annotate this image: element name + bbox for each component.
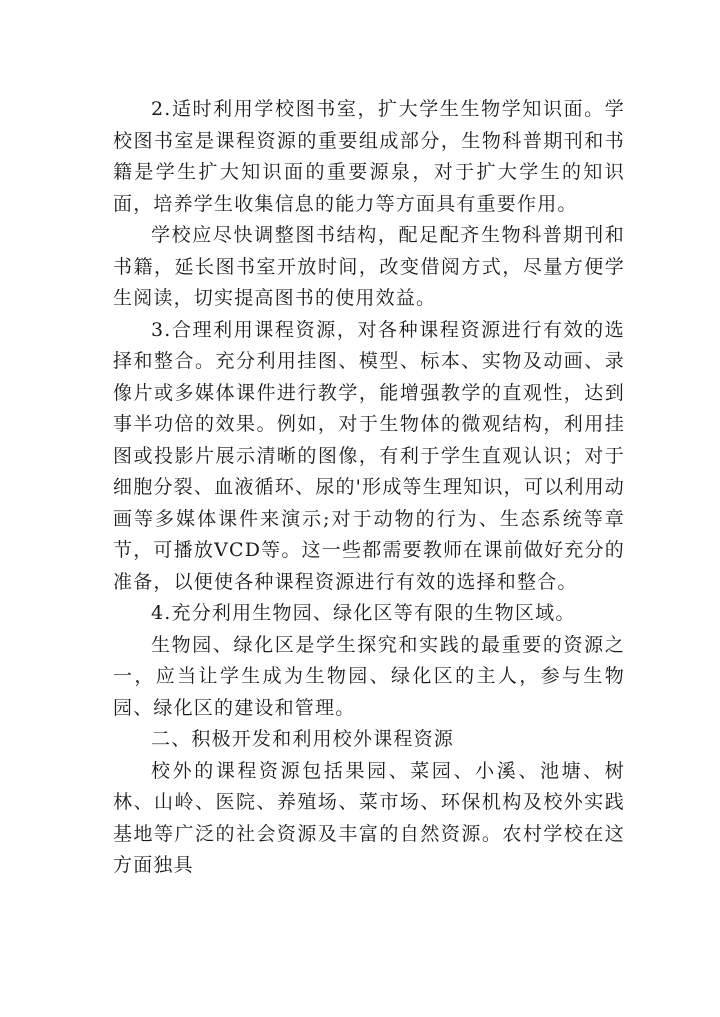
section-heading-external-resources: 二、积极开发和利用校外课程资源 [151, 728, 455, 750]
paragraph-library-use: 2.适时利用学校图书室，扩大学生生物学知识面。学校图书室是课程资源的重要组成部分，生物科普期刊和书籍是学生扩大知识面的重要源泉，对于扩大学生的知识面，培养学生收集信息的能力等方面具有重要作用。 [113, 98, 625, 215]
paragraph-bio-garden: 生物园、绿化区是学生探究和实践的最重要的资源之一，应当让学生成为生物园、绿化区的主人，参与生物园、绿化区的建设和管理。 [113, 633, 625, 719]
paragraph-resource-integration: 3.合理利用课程资源，对各种课程资源进行有效的选择和整合。充分利用挂图、模型、标本、实物及动画、录像片或多媒体课件进行教学，能增强教学的直观性，达到事半功倍的效果。例如，对于生物体的微观结构，利用挂图或投影片展示清晰的图像，有利于学生直观认识；对于细胞分裂、血液循环、尿的'形成等生理知识，可以利用动画等多媒体课件来演示;对于动物的行为、生态系统等章节，可播放VCD等。这一些都需要教师在课前做好充分的准备，以便使各种课程资源进行有效的选择和整合。 [113, 318, 625, 593]
paragraph-library-adjust: 学校应尽快调整图书结构，配足配齐生物科普期刊和书籍，延长图书室开放时间，改变借阅方式，尽量方便学生阅读，切实提高图书的使用效益。 [113, 224, 625, 309]
paragraph-external-resources: 校外的课程资源包括果园、菜园、小溪、池塘、树林、山岭、医院、养殖场、菜市场、环保机构及校外实践基地等广泛的社会资源及丰富的自然资源。农村学校在这方面独具 [113, 759, 625, 876]
paragraph-bio-garden-heading: 4.充分利用生物园、绿化区等有限的生物区域。 [151, 602, 576, 624]
document-body [113, 94, 625, 882]
